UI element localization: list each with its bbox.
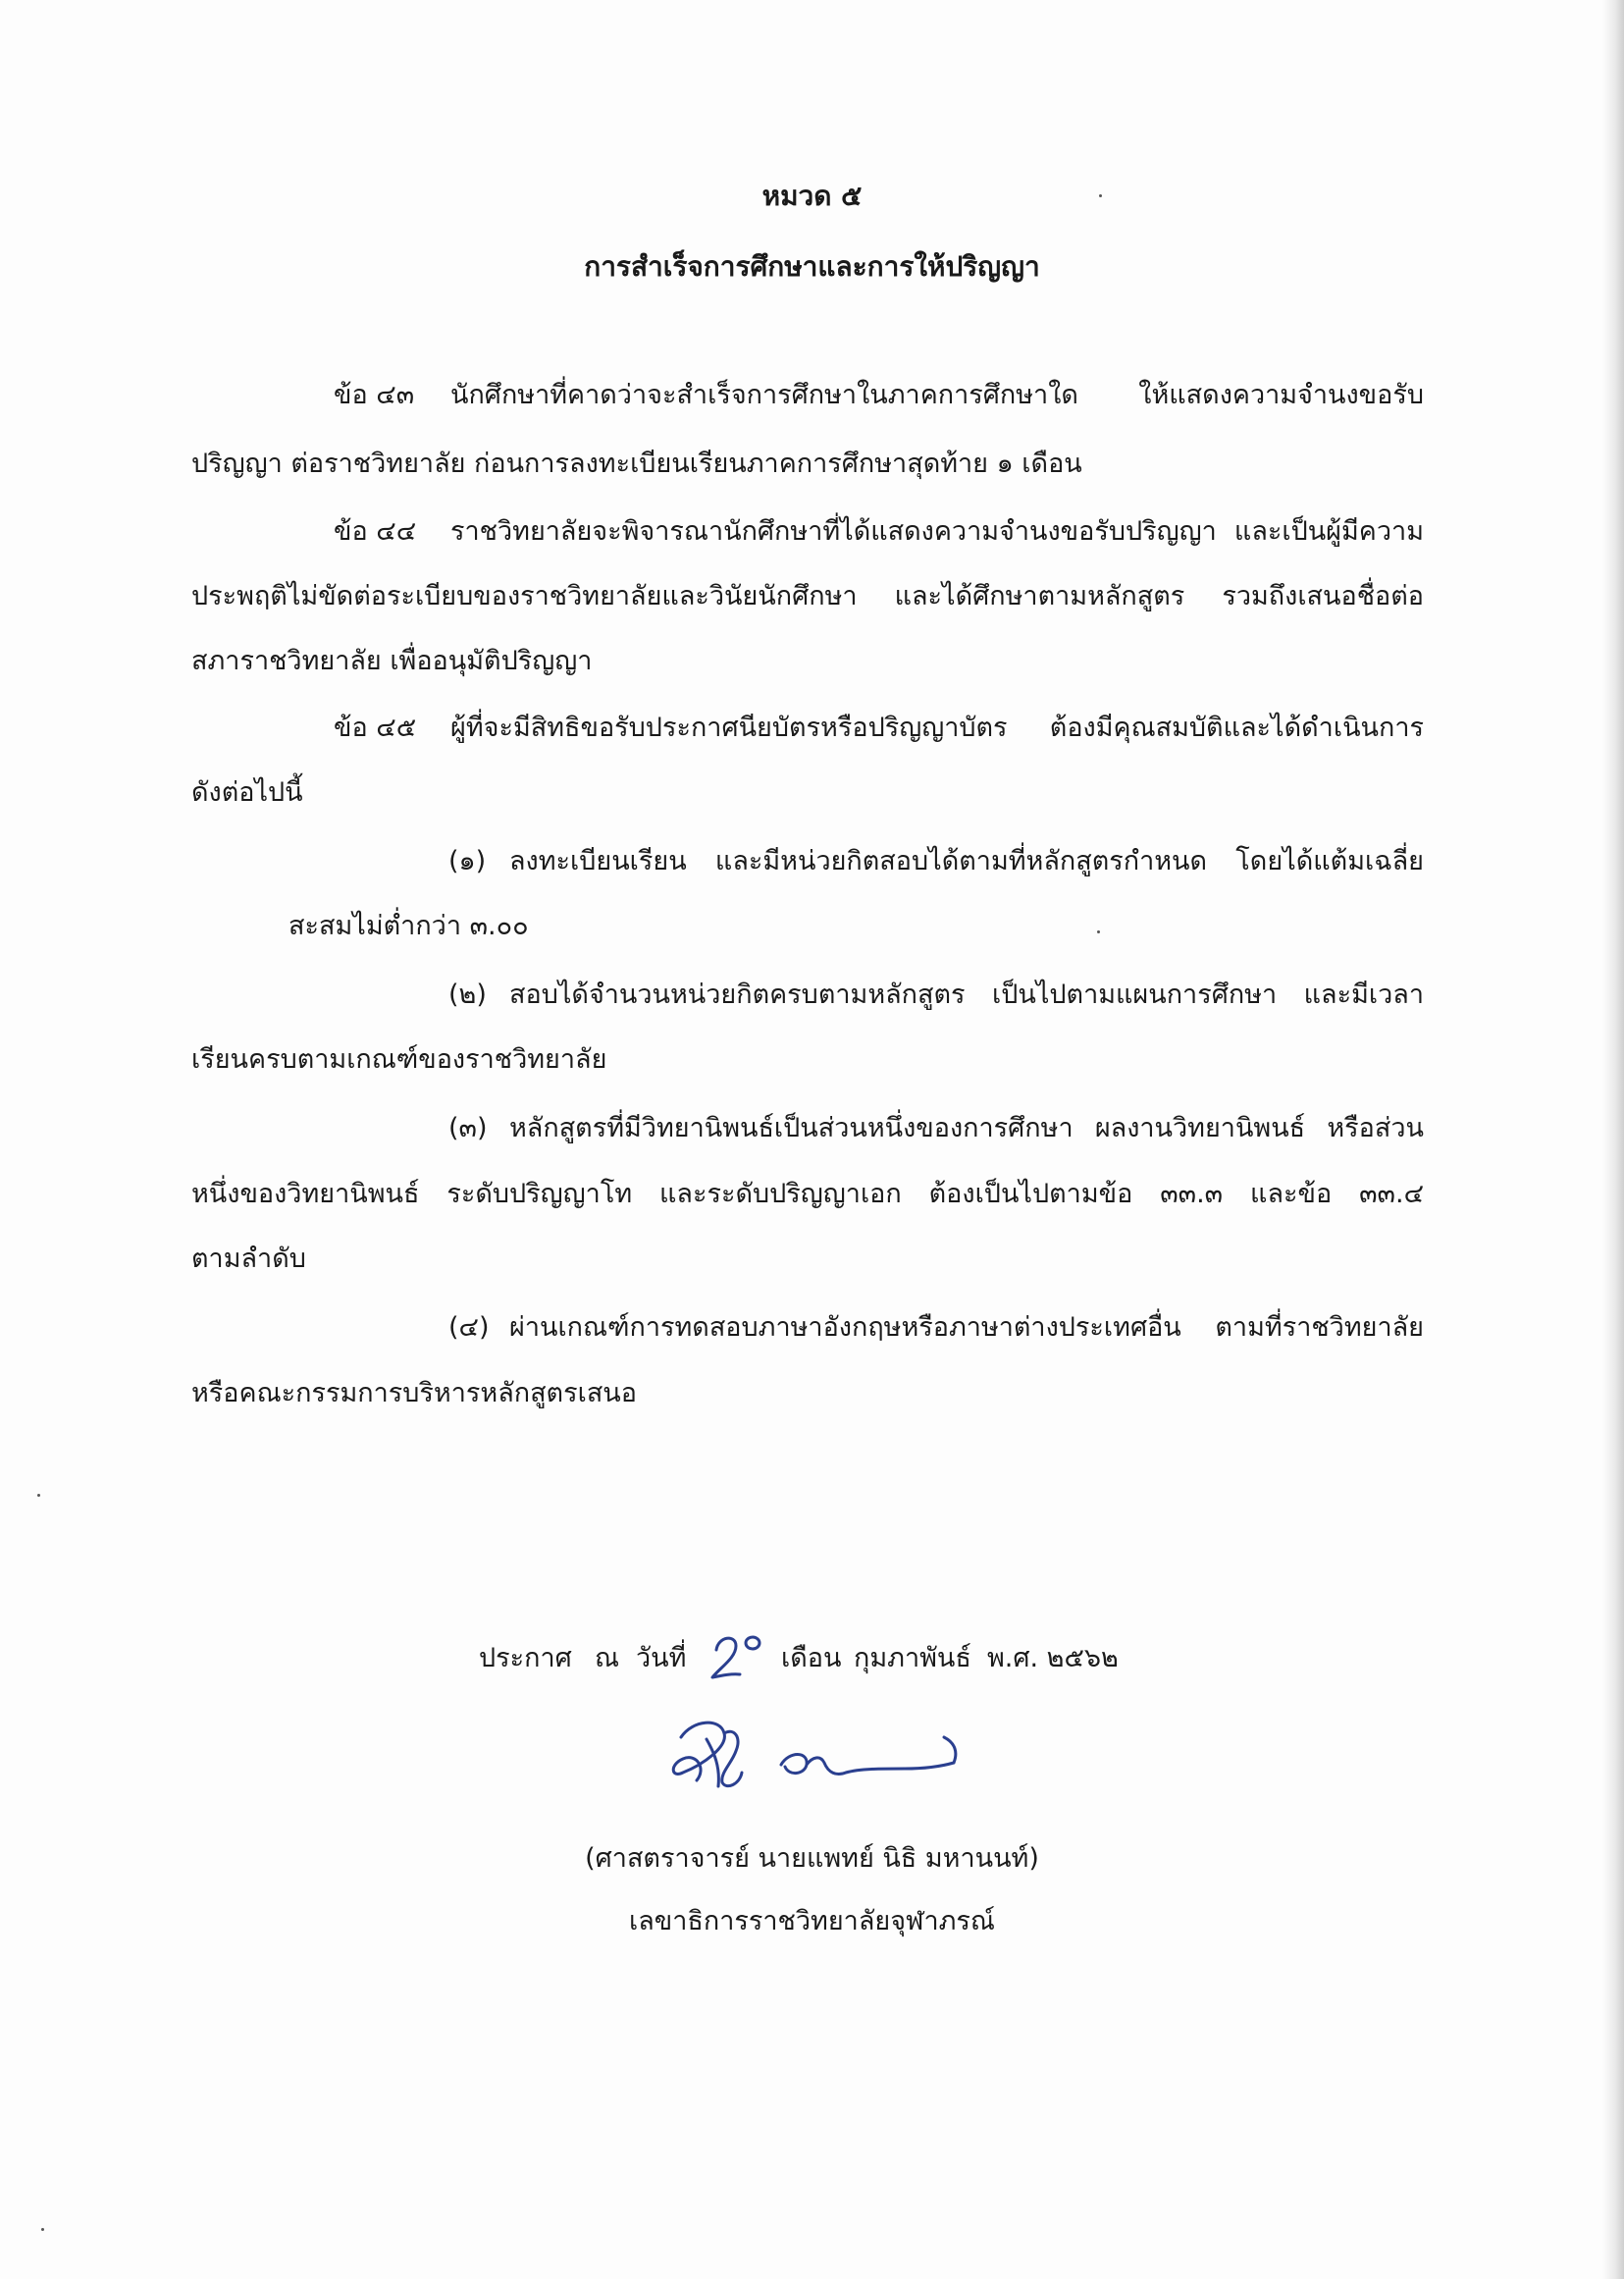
signatory-title: เลขาธิการราชวิทยาลัยจุฬาภรณ์: [629, 1906, 995, 1936]
item-1-number: (๑): [448, 846, 487, 876]
clause-43-text-line-2: ปริญญา ต่อราชวิทยาลัย ก่อนการลงทะเบียนเรียนภาคการศึกษาสุดท้าย ๑ เดือน: [191, 449, 1082, 479]
clause-43-text-line-1: นักศึกษาที่คาดว่าจะสำเร็จการศึกษาในภาคการศึกษาใด ให้แสดงความจำนงขอรับ: [450, 380, 1424, 410]
item-2-text-line-1: สอบได้จำนวนหน่วยกิตครบตามหลักสูตร เป็นไปตามแผนการศึกษา และมีเวลา: [509, 980, 1424, 1010]
item-3-number: (๓): [448, 1113, 488, 1143]
scan-speck: [37, 1494, 40, 1497]
at-word: ณ: [595, 1643, 620, 1673]
clause-45-text-line-1: ผู้ที่จะมีสิทธิขอรับประกาศนียบัตรหรือปริญญาบัตร ต้องมีคุณสมบัติและได้ดำเนินการ: [450, 713, 1424, 743]
item-2-text-line-2: เรียนครบตามเกณฑ์ของราชวิทยาลัย: [191, 1044, 607, 1075]
item-3-text-line-1: หลักสูตรที่มีวิทยานิพนธ์เป็นส่วนหนึ่งของการศึกษา ผลงานวิทยานิพนธ์ หรือส่วน: [509, 1113, 1424, 1143]
clause-43-label: ข้อ ๔๓: [334, 380, 415, 410]
scan-speck: [41, 2228, 44, 2231]
item-2-number: (๒): [448, 980, 487, 1010]
handwritten-day-value: [707, 1628, 765, 1683]
item-3-text-line-3: ตามลำดับ: [191, 1244, 306, 1274]
clause-44-label: ข้อ ๔๔: [334, 516, 417, 547]
clause-45-text-line-2: ดังต่อไปนี้: [191, 777, 303, 808]
announcement-date-line: [479, 1634, 1146, 1683]
month-value: กุมภาพันธ์: [854, 1643, 971, 1673]
chapter-title: การสำเร็จการศึกษาและการให้ปริญญา: [584, 250, 1040, 283]
clause-45-label: ข้อ ๔๕: [334, 713, 417, 743]
scan-speck: [1097, 930, 1100, 933]
month-label: เดือน: [781, 1643, 842, 1673]
handwritten-signature: [663, 1708, 987, 1816]
announce-word: ประกาศ: [479, 1643, 572, 1673]
item-1-text-line-2: สะสมไม่ต่ำกว่า ๓.๐๐: [288, 911, 529, 941]
clause-44-text-line-1: ราชวิทยาลัยจะพิจารณานักศึกษาที่ได้แสดงความจำนงขอรับปริญญา และเป็นผู้มีความ: [450, 516, 1424, 547]
signatory-name: (ศาสตราจารย์ นายแพทย์ นิธิ มหานนท์): [585, 1843, 1039, 1874]
chapter-number: หมวด ๕: [761, 180, 863, 212]
day-label: วันที่: [636, 1643, 687, 1673]
clause-44-text-line-3: สภาราชวิทยาลัย เพื่ออนุมัติปริญญา: [191, 646, 593, 676]
item-4-text-line-1: ผ่านเกณฑ์การทดสอบภาษาอังกฤษหรือภาษาต่างประเทศอื่น ตามที่ราชวิทยาลัย: [509, 1312, 1424, 1343]
item-4-text-line-2: หรือคณะกรรมการบริหารหลักสูตรเสนอ: [191, 1378, 637, 1408]
item-4-number: (๔): [448, 1312, 490, 1343]
clause-44-text-line-2: ประพฤติไม่ขัดต่อระเบียบของราชวิทยาลัยและวินัยนักศึกษา และได้ศึกษาตามหลักสูตร รวมถึงเสนอชื่อต่อ: [191, 581, 1424, 611]
item-3-text-line-2: หนึ่งของวิทยานิพนธ์ ระดับปริญญาโท และระดับปริญญาเอก ต้องเป็นไปตามข้อ ๓๓.๓ และข้อ ๓๓.๔: [191, 1179, 1424, 1209]
item-1-text-line-1: ลงทะเบียนเรียน และมีหน่วยกิตสอบได้ตามที่หลักสูตรกำหนด โดยได้แต้มเฉลี่ย: [509, 846, 1424, 876]
year-value: พ.ศ. ๒๕๖๒: [987, 1643, 1119, 1673]
